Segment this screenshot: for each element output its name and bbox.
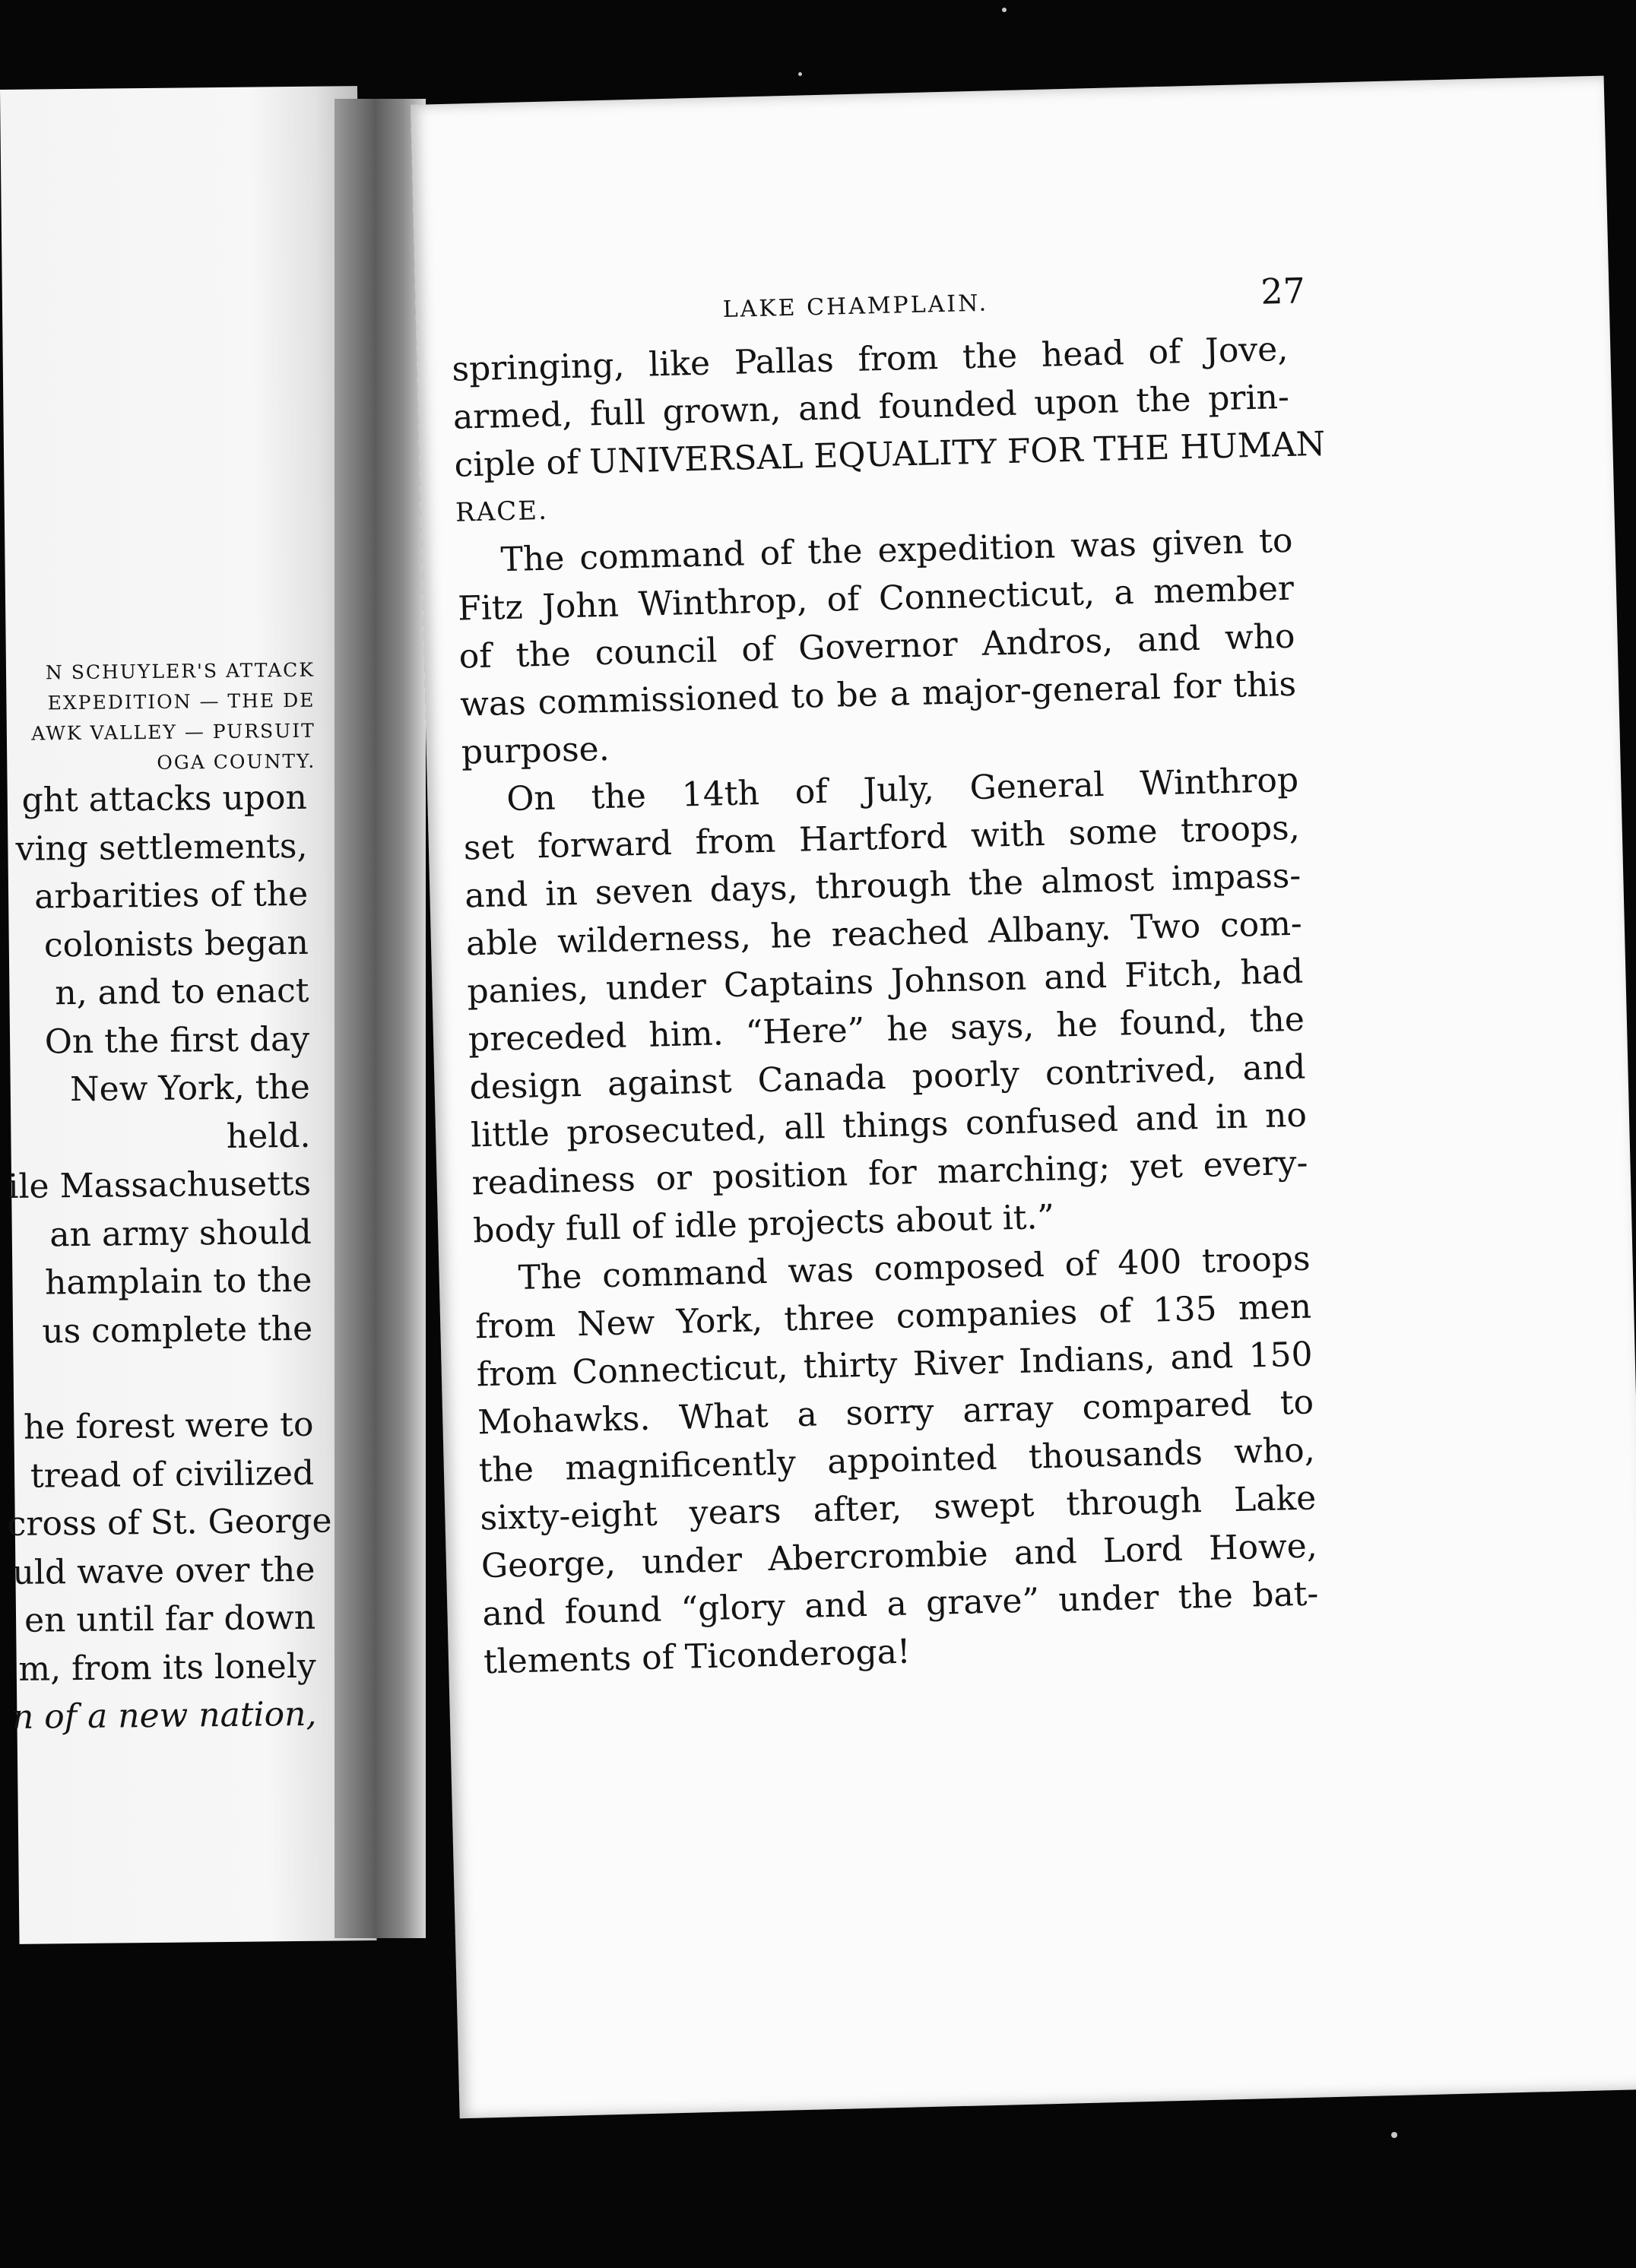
left-body-line: ile Massachusetts bbox=[8, 1164, 312, 1206]
left-body-line: hamplain to the bbox=[44, 1260, 312, 1303]
text-line: springing, like Pallas from the head of Jove, bbox=[451, 329, 1289, 389]
text-line: The command was composed of 400 troops bbox=[518, 1239, 1311, 1297]
text-line: and in seven days, through the almost impass- bbox=[464, 856, 1302, 916]
paragraph bbox=[474, 1235, 1321, 1687]
left-body-line: held. bbox=[226, 1116, 311, 1156]
text-line: from New York, three companies of 135 men bbox=[474, 1287, 1312, 1347]
text-line: preceded him. “Here” he says, he found, the bbox=[468, 999, 1305, 1060]
text-line: design against Canada poorly contrived, and bbox=[468, 1047, 1306, 1107]
left-body-line: ght attacks upon bbox=[21, 778, 308, 820]
text-line: able wilderness, he reached Albany. Two com- bbox=[465, 904, 1303, 964]
left-body-line: an army should bbox=[49, 1212, 312, 1254]
left-body-line: colonists began bbox=[43, 923, 309, 965]
text-line: armed, full grown, and founded upon the prin- bbox=[452, 377, 1290, 437]
scan-speck bbox=[1391, 2132, 1397, 2138]
right-page bbox=[411, 76, 1636, 2119]
text-line: readiness or position for marching; yet every- bbox=[471, 1143, 1308, 1203]
scan-speck bbox=[1002, 8, 1007, 12]
left-body-line: cross of St. George bbox=[7, 1501, 332, 1544]
text-line: ciple of UNIVERSAL EQUALITY FOR THE HUMAN bbox=[453, 424, 1326, 485]
left-body-line: New York, the bbox=[69, 1067, 311, 1110]
paragraph bbox=[451, 325, 1326, 537]
left-body-line: tread of civilized bbox=[30, 1453, 315, 1496]
running-head: LAKE CHAMPLAIN. bbox=[722, 290, 989, 324]
text-line: Mohawks. What a sorry array compared to bbox=[477, 1383, 1314, 1443]
text-line: RACE. bbox=[455, 495, 549, 528]
text-line: panies, under Captains Johnson and Fitch, had bbox=[466, 952, 1304, 1012]
left-heading-line: EXPEDITION — THE DE bbox=[47, 689, 315, 714]
text-line: The command of the expedition was given to bbox=[500, 521, 1293, 580]
text-line: the magnificently appointed thousands who, bbox=[478, 1430, 1316, 1490]
text-line: On the 14th of July, General Winthrop bbox=[506, 760, 1299, 819]
left-body-line: m, from its lonely bbox=[18, 1646, 317, 1689]
left-body-text bbox=[0, 774, 332, 1742]
scan-speck bbox=[798, 72, 802, 76]
text-line: from Connecticut, thirty River Indians, and 150 bbox=[476, 1335, 1314, 1395]
left-chapter-summary bbox=[0, 655, 315, 780]
left-heading-line: AWK VALLEY — PURSUIT bbox=[31, 719, 316, 745]
left-heading-line: OGA COUNTY. bbox=[157, 749, 316, 774]
body-text bbox=[451, 325, 1326, 1686]
text-line: little prosecuted, all things confused and in no bbox=[470, 1095, 1308, 1155]
paragraph bbox=[456, 517, 1298, 777]
left-body-line: en until far down bbox=[24, 1598, 316, 1640]
left-body-line: he forest were to bbox=[23, 1405, 314, 1447]
text-line: George, under Abercrombie and Lord Howe, bbox=[480, 1526, 1318, 1586]
text-line: of the council of Governor Andros, and who bbox=[458, 616, 1296, 676]
left-body-line: us complete the bbox=[42, 1309, 313, 1351]
left-body-line: ving settlements, bbox=[15, 826, 308, 869]
text-line: sixty-eight years after, swept through Lake bbox=[479, 1478, 1317, 1538]
left-body-line: On the first day bbox=[44, 1019, 310, 1061]
text-line: Fitz John Winthrop, of Connecticut, a member bbox=[457, 569, 1295, 629]
left-body-line: n, and to enact bbox=[55, 971, 309, 1013]
text-line: tlements of Ticonderoga! bbox=[483, 1632, 912, 1682]
paragraph bbox=[462, 756, 1310, 1256]
text-line: set forward from Hartford with some troops, bbox=[463, 808, 1301, 868]
page-number: 27 bbox=[1260, 270, 1306, 312]
left-page bbox=[0, 86, 377, 1944]
left-body-line: uld wave over the bbox=[12, 1550, 315, 1592]
left-body-line: n of a new nation, bbox=[11, 1694, 317, 1737]
left-body-line bbox=[5, 1353, 313, 1404]
left-heading-line: N SCHUYLER'S ATTACK bbox=[45, 658, 315, 684]
text-line: body full of idle projects about it.” bbox=[472, 1197, 1055, 1251]
left-body-line: arbarities of the bbox=[33, 874, 309, 917]
text-line: purpose. bbox=[461, 729, 610, 772]
text-line: and found “glory and a grave” under the bat- bbox=[481, 1574, 1319, 1634]
book-gutter-shadow bbox=[334, 99, 426, 1938]
text-line: was commissioned to be a major-general for this bbox=[459, 664, 1297, 724]
